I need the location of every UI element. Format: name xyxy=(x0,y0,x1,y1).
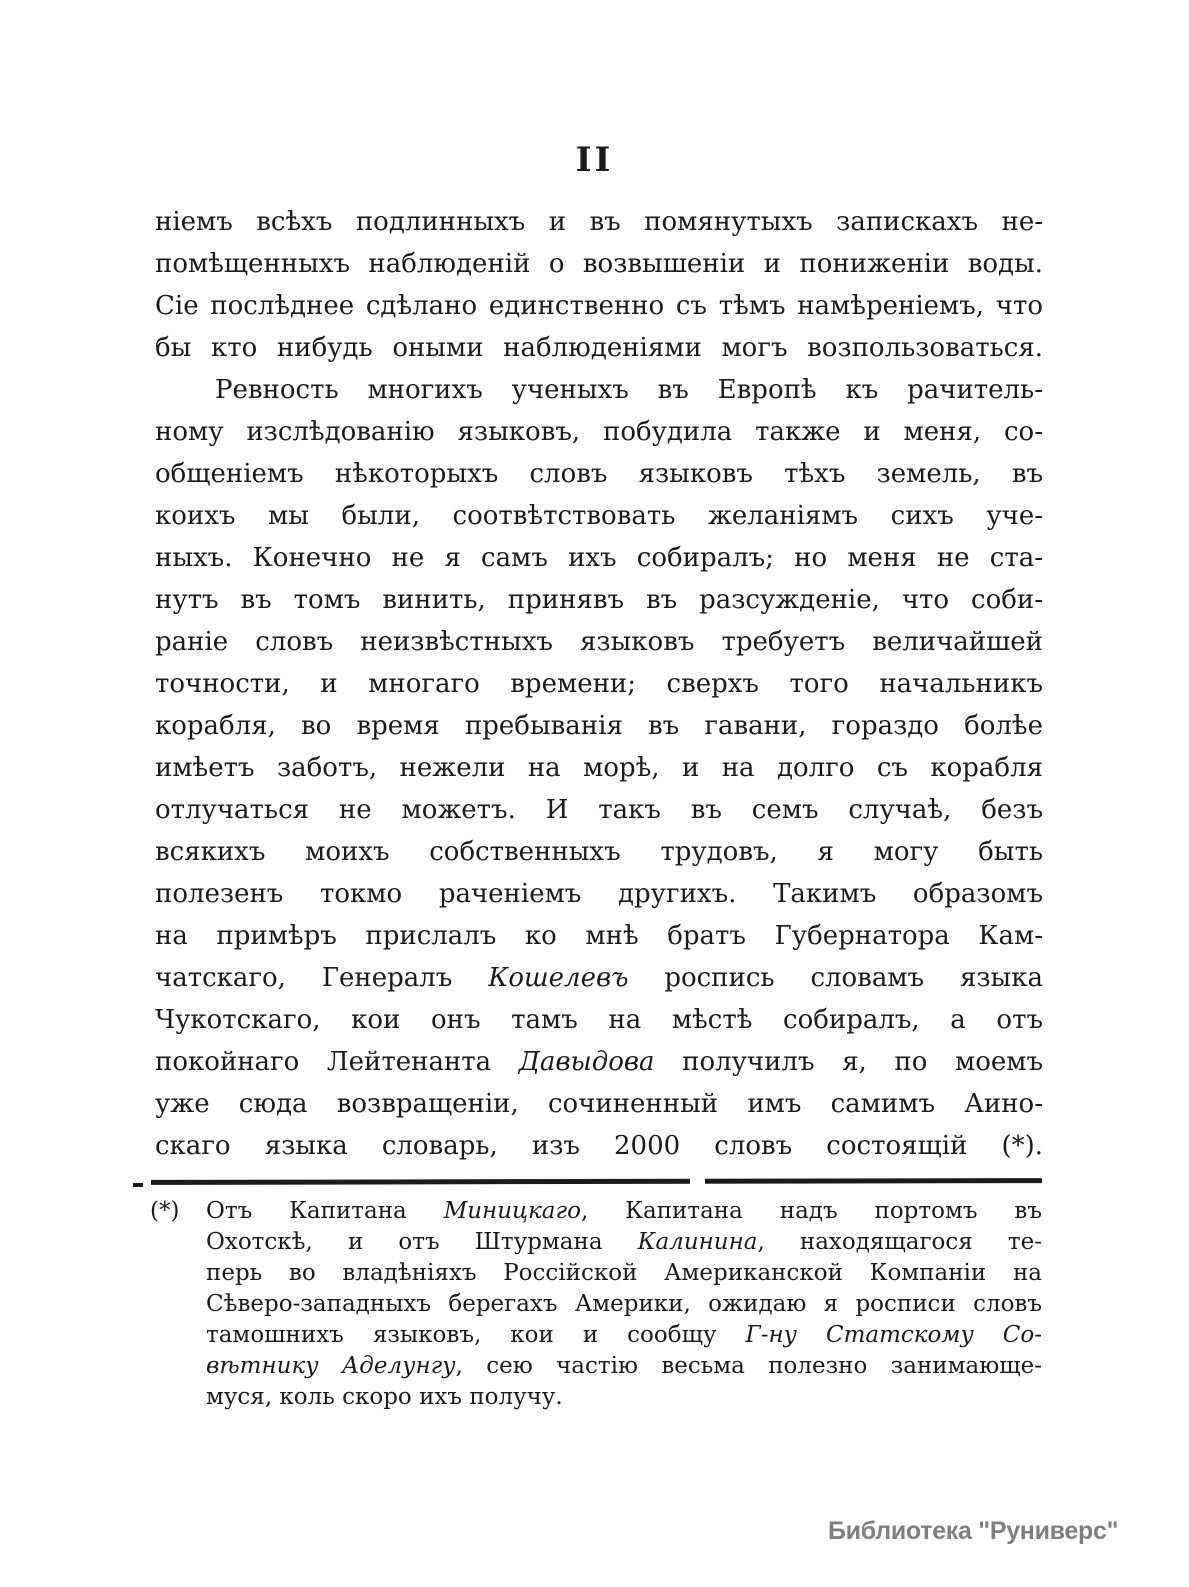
text-segment: имѣетъ заботъ, нежели на морѣ, и на долго съ корабля xyxy=(155,753,1043,783)
text-line xyxy=(155,663,1043,705)
text-line xyxy=(155,1041,1043,1083)
text-line xyxy=(206,1351,1042,1382)
text-segment: перь во владѣніяхъ Россійской Американской Компаніи на xyxy=(206,1260,1042,1286)
text-segment: всякихъ моихъ собственныхъ трудовъ, я могу быть xyxy=(155,837,1043,867)
text-segment: Ревность многихъ ученыхъ въ Европѣ къ рачитель- xyxy=(215,375,1043,405)
footnote-rule xyxy=(151,1178,1042,1185)
text-segment: чатскаго, Генералъ xyxy=(155,963,489,993)
text-line xyxy=(155,243,1043,285)
text-segment: нутъ въ томъ винить, принявъ въ разсужденіе, что соби- xyxy=(155,585,1043,615)
main-text-block xyxy=(155,201,1043,1167)
text-segment: Сіе послѣднее сдѣлано единственно съ тѣмъ намѣреніемъ, что xyxy=(155,291,1043,321)
footnote-block xyxy=(150,1196,1042,1413)
text-line xyxy=(206,1382,1042,1413)
text-line xyxy=(155,873,1043,915)
text-line xyxy=(206,1289,1042,1320)
text-segment: получилъ я, по моемъ xyxy=(654,1047,1043,1077)
text-segment: Сѣверо-западныхъ берегахъ Америки, ожидаю я росписи словъ xyxy=(206,1291,1042,1317)
text-segment: коихъ мы были, соотвѣтствовать желаніямъ сихъ уче- xyxy=(155,501,1043,531)
text-segment: роспись словамъ языка xyxy=(628,963,1043,993)
text-line xyxy=(206,1196,1042,1227)
text-line xyxy=(155,201,1043,243)
text-line xyxy=(206,1227,1042,1258)
text-line xyxy=(206,1258,1042,1289)
text-line xyxy=(206,1320,1042,1351)
text-segment: точности, и многаго времени; сверхъ того начальникъ xyxy=(155,669,1043,699)
text-line xyxy=(155,285,1043,327)
italic-text-segment: вѣтнику Аделунгу xyxy=(206,1353,456,1379)
text-segment: помѣщенныхъ наблюденій о возвышеніи и пониженіи воды. xyxy=(155,249,1043,279)
text-segment: корабля, во время пребыванія въ гавани, гораздо болѣе xyxy=(155,711,1043,741)
italic-text-segment: Калинина xyxy=(637,1229,758,1255)
text-segment: , Капитана надъ портомъ въ xyxy=(580,1198,1042,1224)
text-line xyxy=(155,1125,1043,1167)
text-segment: бы кто нибудь оными наблюденіями могъ возпользоваться. xyxy=(155,333,1043,363)
italic-text-segment: Кошелевъ xyxy=(488,963,629,993)
text-line xyxy=(155,327,1043,369)
text-line xyxy=(155,1083,1043,1125)
italic-text-segment: Г-ну Статскому Со- xyxy=(745,1322,1042,1348)
text-segment: ныхъ. Конечно не я самъ ихъ собиралъ; но меня не ста- xyxy=(155,543,1043,573)
library-watermark: Библиотека "Руниверс" xyxy=(828,1517,1119,1545)
text-segment: общеніемъ нѣкоторыхъ словъ языковъ тѣхъ земель, въ xyxy=(155,459,1043,489)
text-line xyxy=(155,957,1043,999)
italic-text-segment: Давыдова xyxy=(518,1047,655,1077)
text-segment: Чукотскаго, кои онъ тамъ на мѣстѣ собиралъ, а отъ xyxy=(155,1005,1043,1035)
text-line xyxy=(155,705,1043,747)
page-number: II xyxy=(575,140,614,180)
text-segment: скаго языка словарь, изъ 2000 словъ состоящій (*). xyxy=(155,1131,1043,1161)
italic-text-segment: Миницкаго xyxy=(443,1198,581,1224)
text-segment: ному изслѣдованію языковъ, побудила также и меня, со- xyxy=(155,417,1043,447)
text-line xyxy=(155,453,1043,495)
text-segment: раніе словъ неизвѣстныхъ языковъ требуетъ величайшей xyxy=(155,627,1043,657)
text-line xyxy=(155,747,1043,789)
text-segment: на примѣръ прислалъ ко мнѣ братъ Губернатора Кам- xyxy=(155,921,1043,951)
text-segment: ніемъ всѣхъ подлинныхъ и въ помянутыхъ запискахъ не- xyxy=(155,207,1043,237)
footnote-rule-dot xyxy=(133,1183,143,1187)
text-segment: муся, коль скоро ихъ получу. xyxy=(206,1384,563,1410)
text-line xyxy=(155,789,1043,831)
text-segment: отлучаться не можетъ. И такъ въ семъ случаѣ, безъ xyxy=(155,795,1043,825)
text-line xyxy=(155,495,1043,537)
footnote-marker: (*) xyxy=(150,1198,180,1224)
text-segment: уже сюда возвращеніи, сочиненный имъ самимъ Аино- xyxy=(155,1089,1043,1119)
text-line xyxy=(155,579,1043,621)
text-line xyxy=(155,999,1043,1041)
text-segment: Охотскѣ, и отъ Штурмана xyxy=(206,1229,638,1255)
text-line xyxy=(155,915,1043,957)
text-line xyxy=(155,621,1043,663)
text-segment: покойнаго Лейтенанта xyxy=(155,1047,519,1077)
text-line xyxy=(155,537,1043,579)
text-line xyxy=(155,831,1043,873)
text-segment: Отъ Капитана xyxy=(206,1198,444,1224)
text-line xyxy=(155,369,1043,411)
text-segment: полезенъ токмо раченіемъ другихъ. Такимъ образомъ xyxy=(155,879,1043,909)
text-segment: тамошнихъ языковъ, кои и сообщу xyxy=(206,1322,746,1348)
text-segment: , находящагося те- xyxy=(757,1229,1042,1255)
text-line xyxy=(155,411,1043,453)
text-segment: , сею частію весьма полезно занимающе- xyxy=(455,1353,1042,1379)
